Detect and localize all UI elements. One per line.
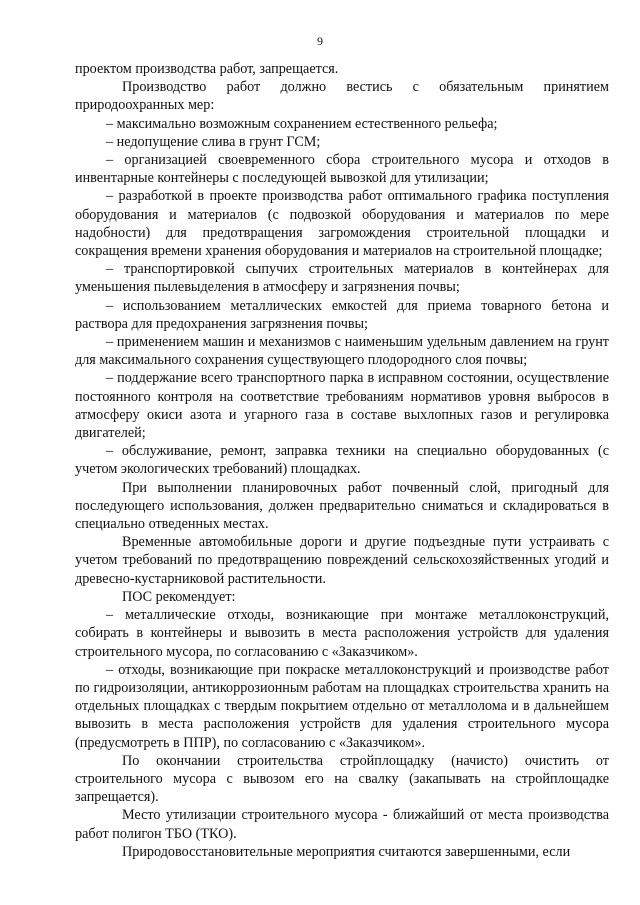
paragraph: Природовосстановительные мероприятия считаются завершенными, если	[122, 843, 571, 860]
list-item: – организацией своевременного сбора строительного мусора и отходов в инвентарные контейнеры с последующей вывозкой для утилизации;	[75, 152, 609, 187]
document-body	[75, 60, 609, 861]
list-item: – поддержание всего транспортного парка в исправном состоянии, осуществление постоянного контроля на соответствие требованиям нормативов уровня выбросов в атмосферу окиси азота и угарного газа в составе выхлопных газов и регулировка двигателей;	[75, 370, 609, 442]
list-item: – недопущение слива в грунт ГСМ;	[106, 133, 321, 150]
paragraph: проектом производства работ, запрещается.	[75, 61, 339, 77]
paragraph: При выполнении планировочных работ почвенный слой, пригодный для последующего использования, должен предварительно сниматься и складироваться в специально отведенных местах.	[75, 479, 609, 533]
list-item: – использованием металлических емкостей для приема товарного бетона и раствора для предохранения загрязнения почвы;	[75, 297, 609, 332]
paragraph: Временные автомобильные дороги и другие подъездные пути устраивать с учетом требований по предотвращению повреждений сельскохозяйственных угодий и древесно-кустарниковой растительности.	[75, 534, 609, 587]
list-item: – металлические отходы, возникающие при монтаже металлоконструкций, собирать в контейнеры и вывозить в места расположения устройств для удаления строительного мусора, по согласованию с «Заказчиком».	[75, 607, 609, 660]
list-item: – транспортировкой сыпучих строительных материалов в контейнерах для уменьшения пылевыделения в атмосферу и загрязнения почвы;	[75, 261, 609, 296]
list-item: – отходы, возникающие при покраске металлоконструкций и производстве работ по гидроизоляции, антикоррозионным работам на площадках строительства хранить на отдельных площадках с твердым покрытием отдельно от металлолома и в дальнейшем вывозить в места расположения устройств для удаления строительного мусора (предусмотреть в ППР), по согласованию с «Заказчиком».	[75, 661, 609, 751]
list-item: – разработкой в проекте производства работ оптимального графика поступления оборудования и материалов (с подвозкой оборудования и материалов по мере надобности) для предотвращения загромождения строительной площадки и сокращения времени хранения оборудования и материалов на строительной площадке;	[75, 188, 609, 260]
list-item: – применением машин и механизмов с наименьшим удельным давлением на грунт для максимального сохранения существующего плодородного слоя почвы;	[75, 334, 609, 369]
list-item: – обслуживание, ремонт, заправка техники на специально оборудованных (с учетом экологических требований) площадках.	[75, 443, 609, 478]
paragraph: Место утилизации строительного мусора - ближайший от места производства работ полигон ТБО (ТКО).	[75, 807, 609, 842]
page-number: 9	[317, 34, 323, 48]
list-item: – максимально возможным сохранением естественного рельефа;	[106, 115, 498, 132]
paragraph: ПОС рекомендует:	[122, 588, 236, 605]
paragraph: По окончании строительства стройплощадку (начисто) очистить от строительного мусора с вывозом его на свалку (закапывать на стройплощадке запрещается).	[75, 752, 609, 806]
paragraph: Производство работ должно вестись с обязательным принятием природоохранных мер:	[75, 79, 609, 114]
